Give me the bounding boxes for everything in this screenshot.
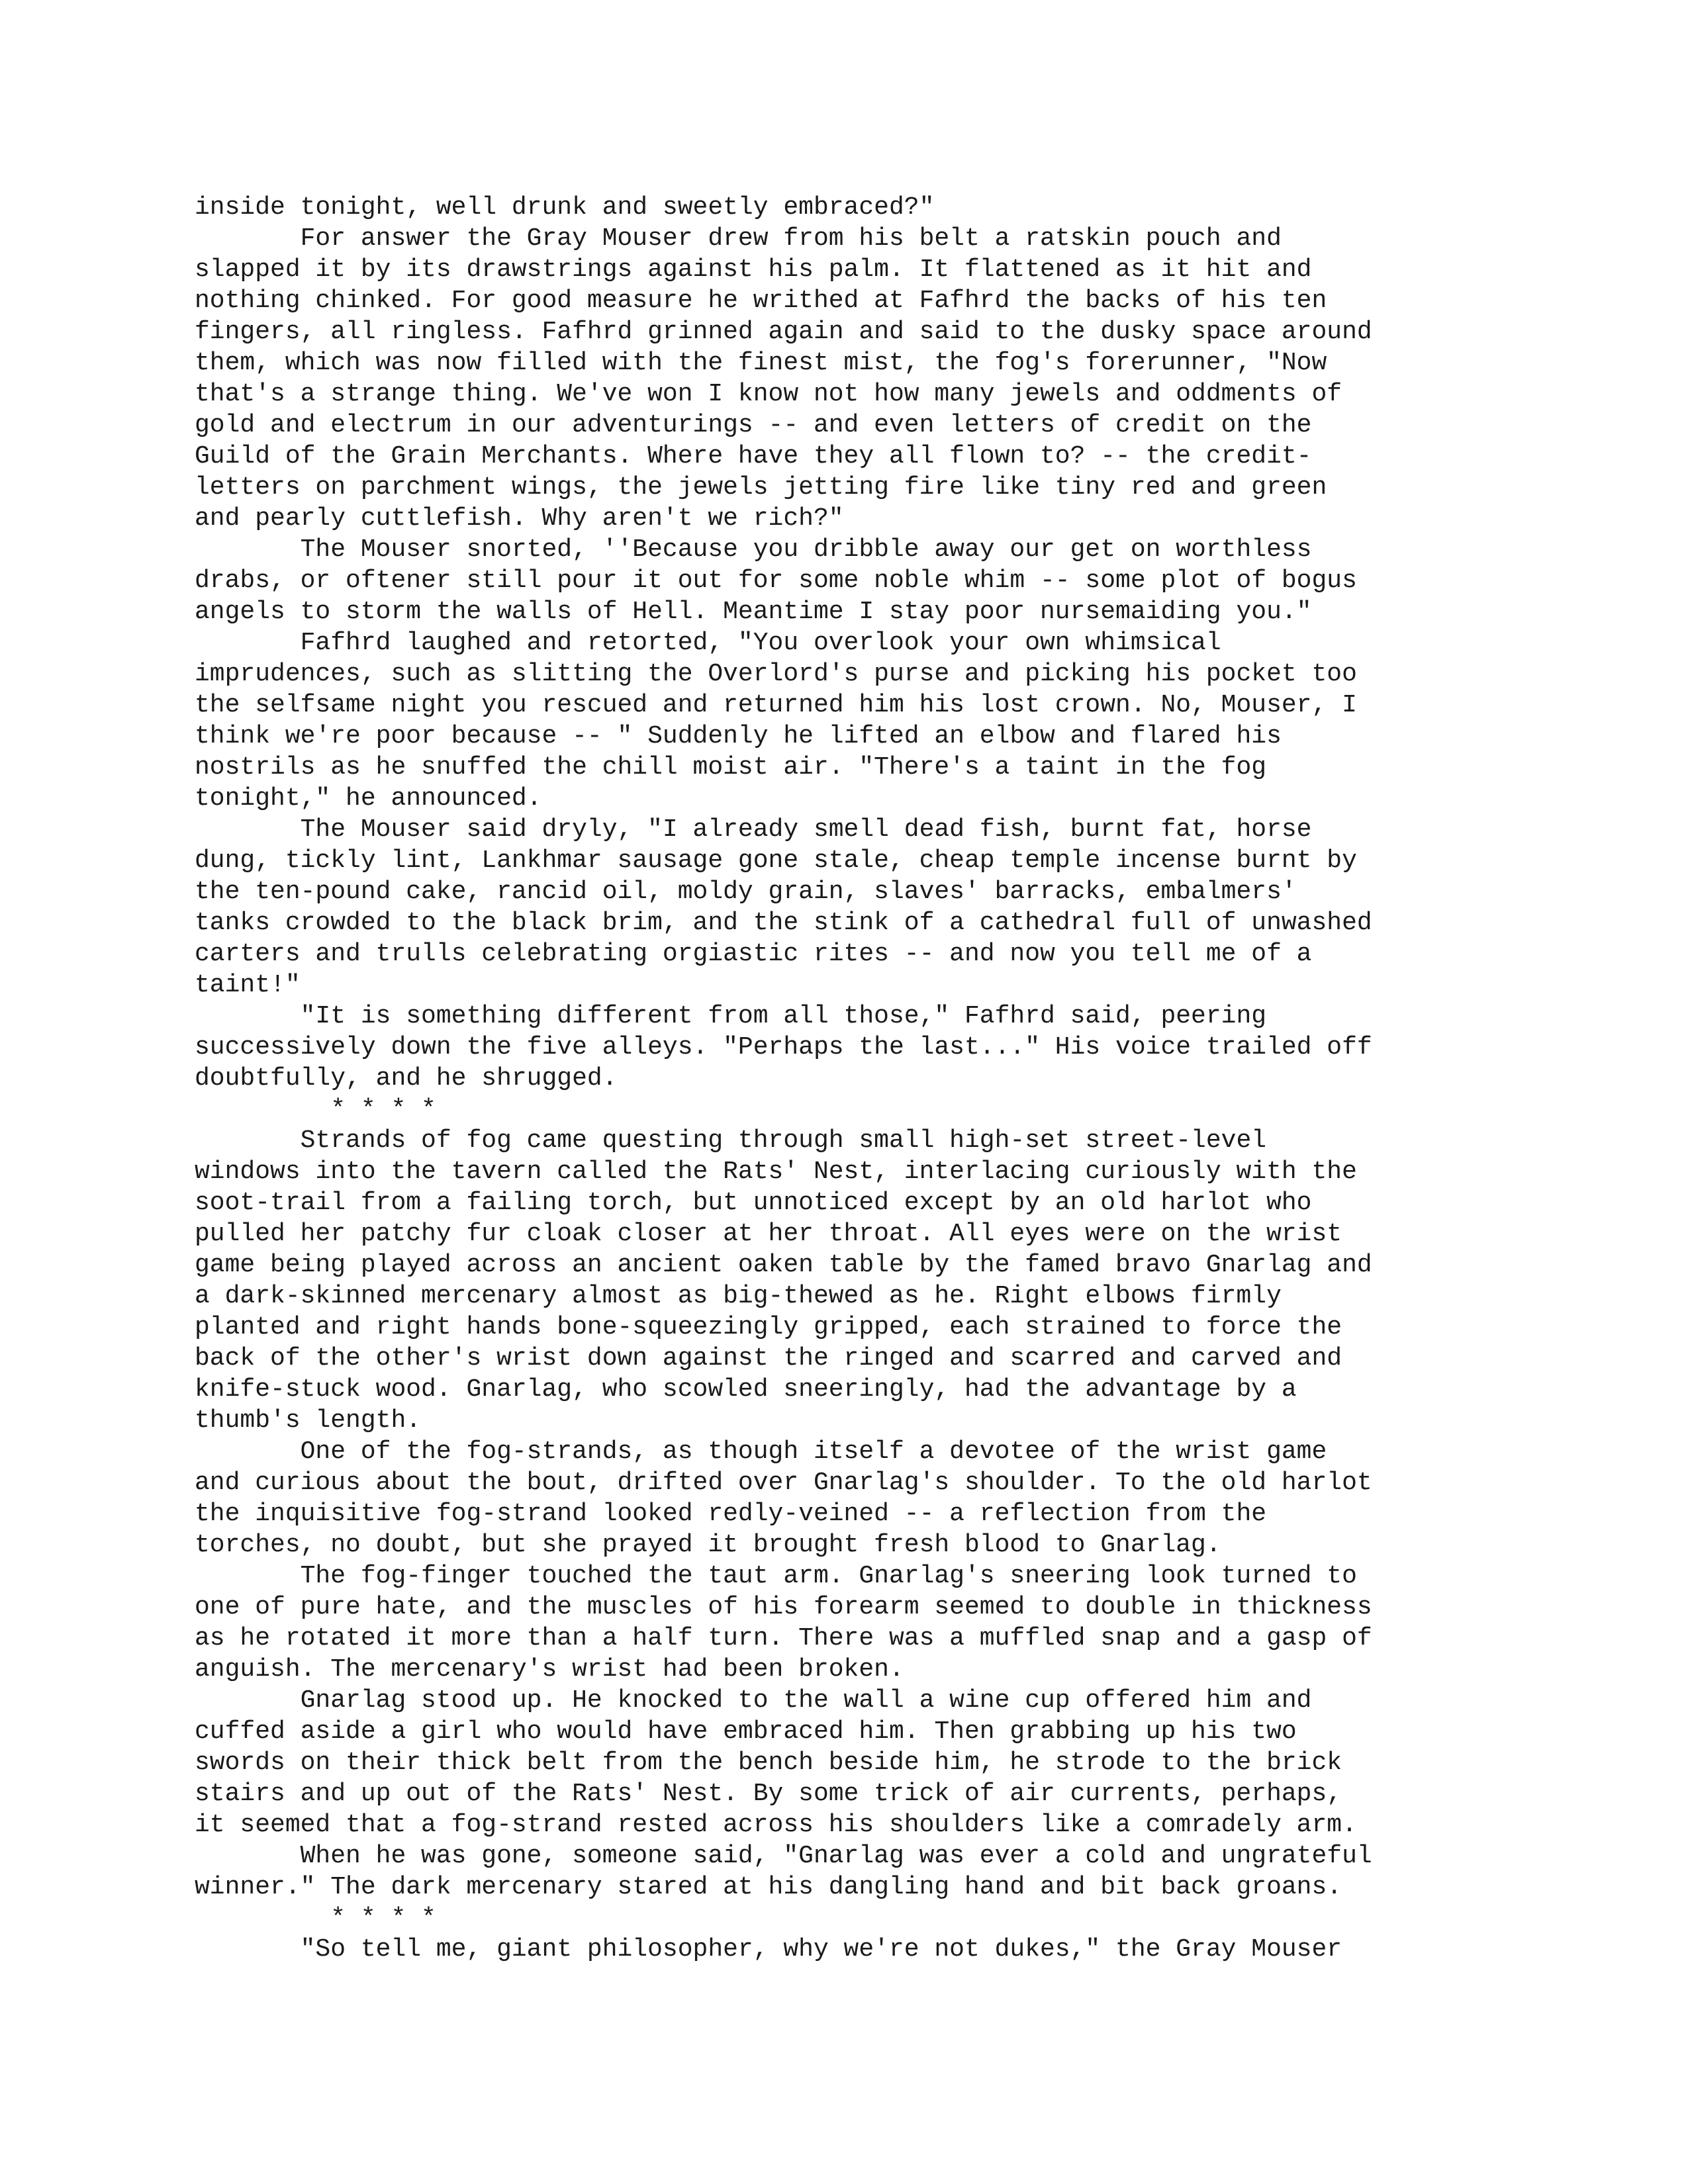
text-line: stairs and up out of the Rats' Nest. By some trick of air currents, perhaps, bbox=[195, 1780, 1342, 1808]
text-line: tanks crowded to the black brim, and the stink of a cathedral full of unwashed bbox=[195, 909, 1372, 937]
text-line: cuffed aside a girl who would have embraced him. Then grabbing up his two bbox=[195, 1717, 1297, 1746]
text-line: pulled her patchy fur cloak closer at her throat. All eyes were on the wrist bbox=[195, 1220, 1342, 1248]
text-line: nostrils as he snuffed the chill moist air. "There's a taint in the fog bbox=[195, 753, 1267, 782]
text-line: imprudences, such as slitting the Overlord's purse and picking his pocket too bbox=[195, 660, 1357, 688]
text-line: tonight," he announced. bbox=[195, 784, 542, 813]
body-text bbox=[195, 192, 1519, 1965]
text-line: successively down the five alleys. "Perhaps the last..." His voice trailed off bbox=[195, 1033, 1372, 1062]
text-line: that's a strange thing. We've won I know not how many jewels and oddments of bbox=[195, 380, 1342, 408]
text-line: letters on parchment wings, the jewels jetting fire like tiny red and green bbox=[195, 473, 1327, 502]
text-line: * * * * bbox=[195, 1904, 436, 1933]
text-line: think we're poor because -- " Suddenly he lifted an elbow and flared his bbox=[195, 722, 1282, 751]
text-line: knife-stuck wood. Gnarlag, who scowled sneeringly, had the advantage by a bbox=[195, 1375, 1297, 1404]
text-line: angels to storm the walls of Hell. Meantime I stay poor nursemaiding you." bbox=[195, 598, 1312, 626]
text-line: Strands of fog came questing through small high-set street-level bbox=[195, 1126, 1267, 1155]
text-line: slapped it by its drawstrings against his palm. It flattened as it hit and bbox=[195, 255, 1312, 284]
text-line: one of pure hate, and the muscles of his forearm seemed to double in thickness bbox=[195, 1593, 1372, 1621]
text-line: The Mouser said dryly, "I already smell dead fish, burnt fat, horse bbox=[195, 815, 1312, 844]
text-line: and pearly cuttlefish. Why aren't we rich?" bbox=[195, 504, 844, 533]
text-line: The fog-finger touched the taut arm. Gnarlag's sneering look turned to bbox=[195, 1562, 1357, 1590]
text-line: "So tell me, giant philosopher, why we're not dukes," the Gray Mouser bbox=[195, 1935, 1342, 1964]
text-line: back of the other's wrist down against the ringed and scarred and carved and bbox=[195, 1344, 1342, 1373]
text-line: swords on their thick belt from the bench beside him, he strode to the brick bbox=[195, 1749, 1342, 1777]
text-line: Gnarlag stood up. He knocked to the wall a wine cup offered him and bbox=[195, 1686, 1312, 1715]
text-line: windows into the tavern called the Rats' Nest, interlacing curiously with the bbox=[195, 1158, 1357, 1186]
text-line: fingers, all ringless. Fafhrd grinned again and said to the dusky space around bbox=[195, 318, 1372, 346]
text-line: * * * * bbox=[195, 1095, 436, 1124]
text-line: taint!" bbox=[195, 971, 301, 999]
text-line: winner." The dark mercenary stared at his dangling hand and bit back groans. bbox=[195, 1873, 1342, 1901]
text-line: For answer the Gray Mouser drew from his belt a ratskin pouch and bbox=[195, 224, 1282, 253]
text-line: planted and right hands bone-squeezingly gripped, each strained to force the bbox=[195, 1313, 1342, 1342]
text-line: The Mouser snorted, ''Because you dribble away our get on worthless bbox=[195, 535, 1312, 564]
text-line: One of the fog-strands, as though itself a devotee of the wrist game bbox=[195, 1437, 1327, 1466]
text-line: a dark-skinned mercenary almost as big-thewed as he. Right elbows firmly bbox=[195, 1282, 1282, 1310]
text-line: the ten-pound cake, rancid oil, moldy grain, slaves' barracks, embalmers' bbox=[195, 878, 1297, 906]
text-line: "It is something different from all those," Fafhrd said, peering bbox=[195, 1002, 1267, 1030]
text-line: Guild of the Grain Merchants. Where have they all flown to? -- the credit- bbox=[195, 442, 1312, 471]
text-line: the inquisitive fog-strand looked redly-veined -- a reflection from the bbox=[195, 1500, 1267, 1528]
text-line: torches, no doubt, but she prayed it brought fresh blood to Gnarlag. bbox=[195, 1531, 1221, 1559]
text-line: gold and electrum in our adventurings -- and even letters of credit on the bbox=[195, 411, 1312, 439]
text-line: them, which was now filled with the finest mist, the fog's forerunner, "Now bbox=[195, 349, 1327, 377]
text-line: as he rotated it more than a half turn. There was a muffled snap and a gasp of bbox=[195, 1624, 1372, 1653]
text-line: nothing chinked. For good measure he writhed at Fafhrd the backs of his ten bbox=[195, 287, 1327, 315]
text-line: it seemed that a fog-strand rested across his shoulders like a comradely arm. bbox=[195, 1811, 1357, 1839]
text-line: drabs, or oftener still pour it out for some noble whim -- some plot of bogus bbox=[195, 567, 1357, 595]
text-line: inside tonight, well drunk and sweetly embraced?" bbox=[195, 193, 935, 222]
text-line: the selfsame night you rescued and returned him his lost crown. No, Mouser, I bbox=[195, 691, 1357, 719]
text-line: thumb's length. bbox=[195, 1406, 422, 1435]
text-line: anguish. The mercenary's wrist had been broken. bbox=[195, 1655, 904, 1684]
text-line: Fafhrd laughed and retorted, "You overlook your own whimsical bbox=[195, 629, 1221, 657]
text-line: dung, tickly lint, Lankhmar sausage gone stale, cheap temple incense burnt by bbox=[195, 846, 1357, 875]
text-line: doubtfully, and he shrugged. bbox=[195, 1064, 618, 1093]
text-line: When he was gone, someone said, "Gnarlag was ever a cold and ungrateful bbox=[195, 1842, 1372, 1870]
text-line: soot-trail from a failing torch, but unnoticed except by an old harlot who bbox=[195, 1189, 1312, 1217]
text-line: and curious about the bout, drifted over Gnarlag's shoulder. To the old harlot bbox=[195, 1469, 1372, 1497]
text-line: game being played across an ancient oaken table by the famed bravo Gnarlag and bbox=[195, 1251, 1372, 1279]
text-line: carters and trulls celebrating orgiastic rites -- and now you tell me of a bbox=[195, 940, 1312, 968]
